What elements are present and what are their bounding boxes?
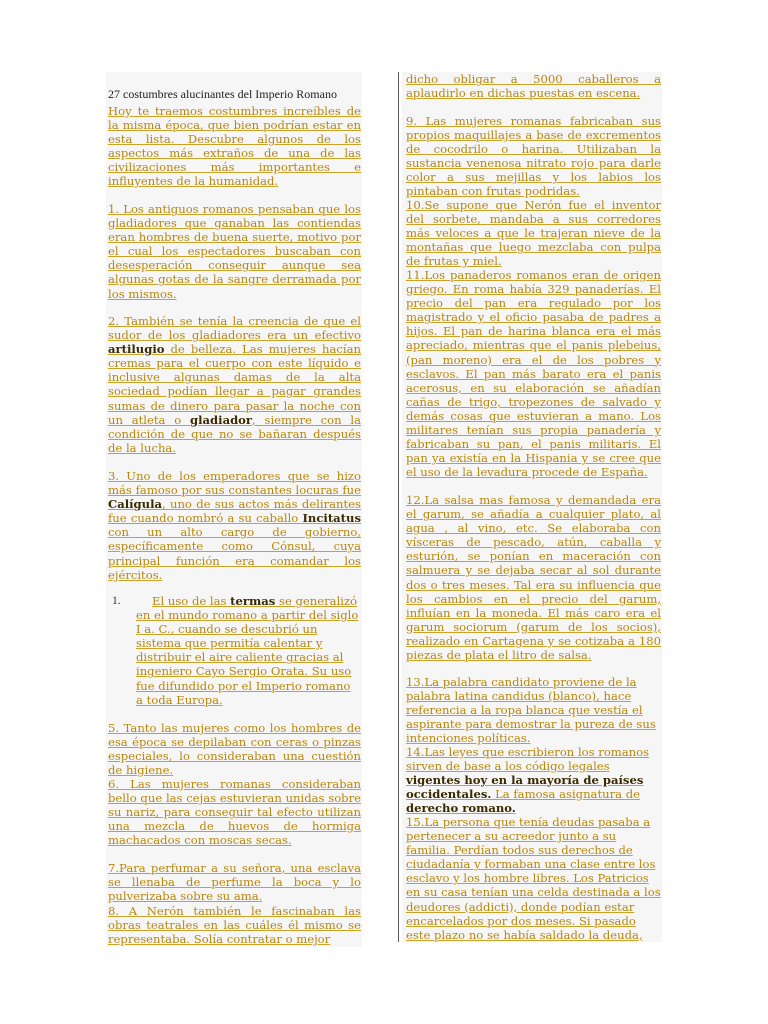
column-divider [398,72,399,942]
paragraph-14 [406,745,661,815]
li-text-c: se generalizó en el mundo romano a partir del siglo I a. C., cuando se descubrió un sistema que permitía calentar y distribuir el aire caliente gracias al ingeniero Cayo Sergio Orata. Su uso fue difundido por el Imperio romano a toda Europa. [136,594,359,707]
paragraph-8-continued [406,72,661,100]
paragraph-13-text: 13.La palabra candidato proviene de la palabra latina candidus (blanco), hace referencia a la ropa blanca que vestía el aspirante para demostrar la pureza de sus intenciones políticas. [406,675,656,746]
paragraph-8 [108,904,361,946]
paragraph-6 [108,777,361,847]
paragraph-8-text: 8. A Nerón también le fascinaban las obras teatrales en las cuáles él mismo se representaba. Solía contratar o mejor [108,904,361,947]
li-bold-termas: termas [230,594,276,608]
paragraph-12 [406,493,661,662]
paragraph-11 [406,268,661,479]
paragraph-12-text: 12.La salsa mas famosa y demandada era el garum, se añadía a cualquier plato, al agua , al vino, etc. Se elaboraba con vísceras de pescado, atún, caballa y esturión, se ponían en maceración con salmuera y se dejaba secar al sol durante dos o tres meses. Tal era su influencia que los cambios en el precio del garum, influían en la moneda. El más caro era el garum sociorum (garum de los socios), realizado en Cartagena y se cotizaba a 180 piezas de plata el litro de salsa. [406,493,661,663]
p14-text-a: 14.Las leyes que escribieron los romanos sirven de base a los código legales [406,745,650,774]
paragraph-5 [108,721,361,777]
paragraph-11-text: 11.Los panaderos romanos eran de origen griego. En roma había 329 panaderías. El precio del pan era regulado por los magistrado y el oficio pasaba de padres a hijos. El pan de harina blanca era el más apreciado, mientras que el panis plebeius, (pan moreno) era el de los pobres y esclavos. El pan más barato era el panis acerosus, en su elaboración se añadían cañas de trigo, tropezones de salvado y demás cosas que estuvieran a mano. Los militares tenían sus propia panadería y fabricaban su pan, el panis militaris. El pan ya existía en la Hispania y se cree que el uso de la levadura procede de España. [406,268,661,480]
paragraph-9 [406,114,661,199]
p2-text-a: 2. También se tenía la creencia de que el sudor de los gladiadores era un efectivo [108,314,361,343]
list-number: 1. [112,594,121,607]
li-text-a: El uso de las [152,594,231,608]
paragraph-7-text: 7.Para perfumar a su señora, una esclava se llenaba de perfume la boca y lo pulverizaba sobre su ama. [108,861,361,904]
list-item-text [136,594,360,707]
p3-bold-incitatus: Incitatus [302,511,361,526]
paragraph-6-text: 6. Las mujeres romanas consideraban bello que las cejas estuvieran unidas sobre su nariz, para conseguir tal efecto utilizan una mezcla de huevos de hormiga machacados con moscas secas. [108,777,361,848]
p3-text-c: , uno de sus actos más delirantes fue cuando nombró a su caballo [108,497,361,526]
p3-bold-caligula: Calígula [108,497,163,512]
paragraph-7 [108,861,361,903]
paragraph-2 [108,314,361,455]
intro-paragraph [108,104,361,189]
p3-text-a: 3. Uno de los emperadores que se hizo más famoso por sus constantes locuras fue [108,469,361,498]
paragraph-13 [406,675,661,745]
paragraph-5-text: 5. Tanto las mujeres como los hombres de esa época se depilaban con ceras o pinzas especiales, lo consideraban una cuestión de higiene. [108,721,361,778]
paragraph-3 [108,469,361,582]
paragraph-9-text: 9. Las mujeres romanas fabricaban sus propios maquillajes a base de excrementos de cocodrilo o harina. Utilizaban la sustancia venenosa nitrato rojo para darle color a sus mejillas y los labios los pintaban con frutas podridas. [406,114,661,199]
intro-text: Hoy te traemos costumbres increíbles de la misma época, que bien podrían estar en esta lista. Descubre algunos de los aspectos más extraños de una de las civilizaciones más importantes e influyentes de la humanidad. [108,104,361,189]
paragraph-10 [406,198,661,268]
p14-bold-vigentes: vigentes hoy en la mayoría de países occidentales. [406,773,644,802]
p14-bold-derecho: derecho romano. [406,801,516,816]
paragraph-15-text: 15.La persona que tenía deudas pasaba a pertenecer a su acreedor junto a su familia. Perdían todos sus derechos de ciudadanía y formaban una clase entre los esclavo y los hombre libres. Los Patricios en su casa tenían una celda destinada a los deudores (addicti), donde podían estar encarcelados por dos meses. Si pasado este plazo no se había saldado la deuda, [406,815,661,942]
p2-text-d: , siempre con la condición de que no se bañaran después de la lucha. [108,412,362,455]
paragraph-10-text: 10.Se supone que Nerón fue el inventor del sorbete, mandaba a sus corredores más veloces a que le trajeran nieve de la montañas que luego mezclaba con pulpa de frutas y miel. [406,198,661,269]
paragraph-8-cont-text: dicho obligar a 5000 caballeros a aplaudirlo en dichas puestas en escena. [406,72,661,101]
p3-text-d: con un alto cargo de gobierno, específicamente como Cónsul, cuya principal función era comandar los ejércitos. [108,525,361,582]
paragraph-1-text: 1. Los antiguos romanos pensaban que los gladiadores que ganaban las contiendas eran hombres de buena suerte, motivo por el cual los espectadores buscaban con desesperación conseguir aunque sea algunas gotas de la sangre derramada por los mismos. [108,202,361,301]
p14-text-c: La famosa asignatura de [491,787,641,802]
document-title: 27 costumbres alucinantes del Imperio Romano [108,87,337,101]
p2-bold-gladiador: gladiador [190,412,253,427]
paragraph-1 [108,202,361,301]
p2-text-c: de belleza. Las mujeres hacían cremas para el cuerpo con este líquido e inclusive algunas damas de la alta sociedad podían llegar a pagar grandes sumas de dinero para pasar la noche con un atleta o [108,342,361,427]
p2-bold-artilugio: artilugio [108,342,165,357]
paragraph-15 [406,815,661,942]
